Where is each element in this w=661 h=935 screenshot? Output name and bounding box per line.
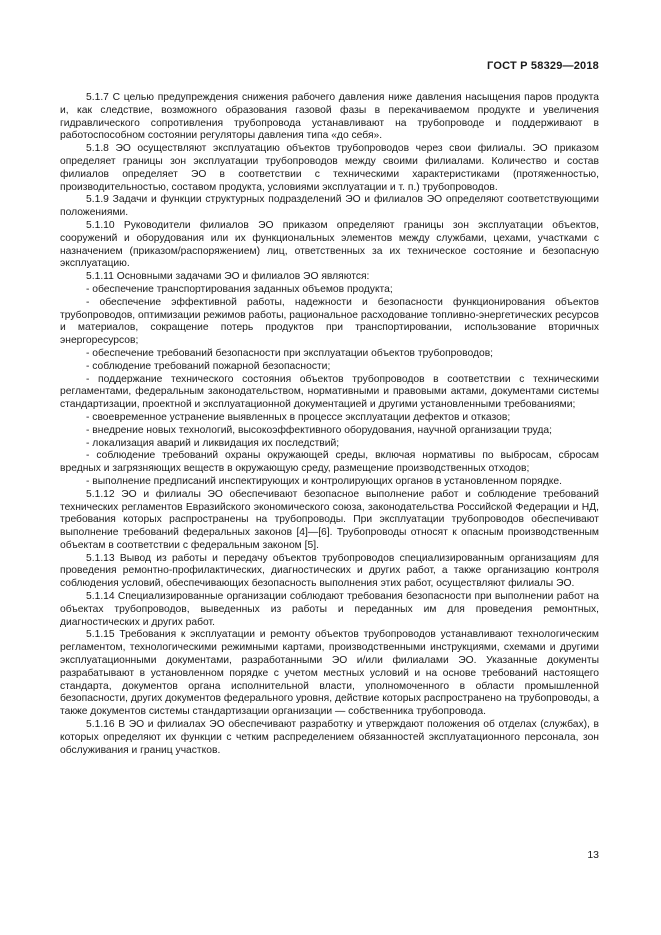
paragraph-5-1-16: 5.1.16 В ЭО и филиалах ЭО обеспечивают разработку и утверждают положения об отделах (службах), в которых определяют их функции с четким распределением обязанностей эксплуатационного персонала, зон обслуживания и границ участков. [60,719,599,756]
paragraph-5-1-12: 5.1.12 ЭО и филиалы ЭО обеспечивают безопасное выполнение работ и соблюдение требований технических регламентов Евразийского экономического союза, законодательства Российской Федерации и НД, требования которых распространены на трубопроводы. При эксплуатации трубопроводов обеспечивают выполнение требований федеральных законов [4]—[6]. Трубопроводы относят к опасным производственным объектам в соответствии с федеральным законом [5]. [60,488,599,551]
list-item: - соблюдение требований пожарной безопасности; [86,360,331,372]
list-item: - локализация аварий и ликвидация их последствий; [86,437,340,449]
paragraph-5-1-7: 5.1.7 С целью предупреждения снижения рабочего давления ниже давления насыщения паров продукта и, как следствие, возможного образования газовой фазы в перекачиваемом продукте и увеличения гидравлического сопротивления трубопровода устанавливают на трубопроводе и поддерживают в работоспособном состоянии регуляторы давления типа «до себя». [60,92,599,142]
paragraph-5-1-9: 5.1.9 Задачи и функции структурных подразделений ЭО и филиалов ЭО определяют соответствующими положениями. [60,194,599,219]
list-item: - своевременное устранение выявленных в процессе эксплуатации дефектов и отказов; [86,411,511,423]
paragraph-5-1-10: 5.1.10 Руководители филиалов ЭО приказом определяют границы зон эксплуатации объектов, сооружений и оборудования или их функциональных элементов между службами, цехами, участками с назначением (приказом/распоряжением) лиц, ответственных за их техническое состояние и безопасную эксплуатацию. [60,219,599,270]
list-item: - внедрение новых технологий, высокоэффективного оборудования, научной организации труда; [86,424,552,436]
paragraph-5-1-13: 5.1.13 Вывод из работы и передачу объектов трубопроводов специализированным организациям для проведения ремонтно-профилактических, диагностических и других работ, а также организацию контроля соблюдения условий, обеспечивающих безопасность выполнения этих работ, осуществляют филиалы ЭО. [60,552,599,590]
list-item: - обеспечение транспортирования заданных объемов продукта; [86,283,393,295]
list-item: - обеспечение эффективной работы, надежности и безопасности функционирования объектов трубопроводов, оптимизации режимов работы, рациональное расходование топливно-энергетических ресурсов и материалов, сокращение потерь продуктов при транспортировании, использование вторичных энергоресурсов; [60,296,599,347]
paragraph-5-1-15: 5.1.15 Требования к эксплуатации и ремонту объектов трубопроводов устанавливают технологическим регламентом, технологическими режимными картами, производственными инструкциями, схемами и другими эксплуатационными документами, разработанными ЭО и/или филиалами ЭО. Указанные документы разрабатывают в установленном порядке с учетом местных условий и на основе требований настоящего стандарта, документов органа исполнительной власти, уполномоченного в области промышленной безопасности, других документов федерального уровня, действие которых распространено на трубопроводы, а также документов системы стандартизации организации — собственника трубопровода. [60,629,599,718]
paragraph-5-1-14: 5.1.14 Специализированные организации соблюдают требования безопасности при выполнении работ на объектах трубопроводов, выведенных из работы и переданных им для проведения ремонтных, диагностических и других работ. [60,591,599,628]
list-item: - соблюдение требований охраны окружающей среды, включая нормативы по выбросам, сбросам вредных и загрязняющих веществ в окружающую среду, размещение производственных отходов; [60,450,599,475]
paragraph-5-1-8: 5.1.8 ЭО осуществляют эксплуатацию объектов трубопроводов через свои филиалы. ЭО приказом определяет границы зон эксплуатации трубопроводов между своими филиалами. Количество и состав филиалов определяет ЭО в соответствии с техническими характеристиками (протяженностью, производительностью, составом продукта, условиями эксплуатации и т. п.) трубопроводов. [60,143,599,193]
list-item: - выполнение предписаний инспектирующих и контролирующих органов в установленном порядке. [86,475,562,487]
list-item: - обеспечение требований безопасности при эксплуатации объектов трубопроводов; [86,347,494,359]
paragraph-5-1-11: 5.1.11 Основными задачами ЭО и филиалов ЭО являются: [86,271,370,283]
document-id-header: ГОСТ Р 58329—2018 [487,60,599,72]
page-number: 13 [587,849,599,861]
document-body [60,92,599,757]
list-item: - поддержание технического состояния объектов трубопроводов в соответствии с техническими регламентами, федеральным законодательством, нормативными и правовыми актами, документами системы стандартизации, проектной и эксплуатационной документацией и другими установленными требованиями; [60,373,599,411]
